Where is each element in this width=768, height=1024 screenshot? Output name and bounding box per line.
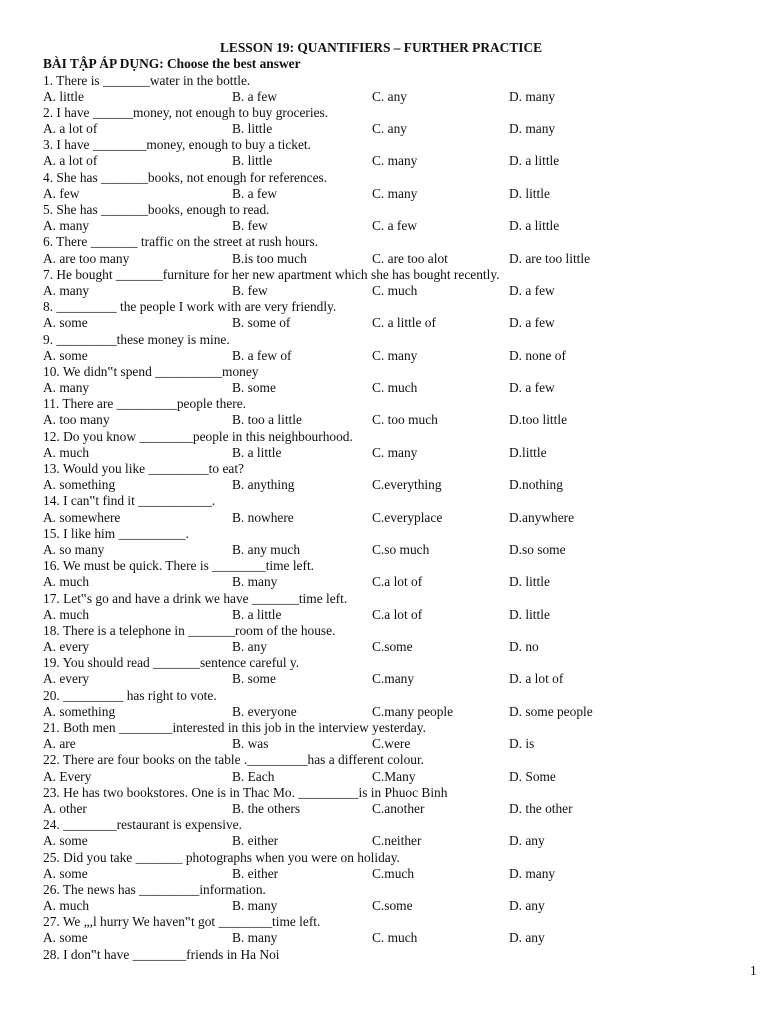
answer-options (43, 510, 763, 526)
answer-options (43, 283, 763, 299)
option-a: A. every (43, 639, 90, 655)
question-stem: 4. She has _______books, not enough for references. (43, 169, 328, 185)
option-c: C. are too alot (372, 250, 448, 266)
option-a: A. many (43, 218, 90, 234)
question-stem: 28. I don‟t have ________friends in Ha Noi (43, 946, 280, 962)
question-stem: 13. Would you like _________to eat? (43, 461, 244, 476)
answer-options (43, 607, 763, 623)
option-c: C.everything (372, 477, 442, 493)
option-d: D.so some (509, 541, 566, 557)
option-d: D. none of (509, 347, 566, 363)
question-item (43, 752, 763, 784)
answer-options (43, 542, 763, 558)
option-b: B. a little (232, 606, 282, 622)
answer-options (43, 477, 763, 493)
exercise-instruction: BÀI TẬP ÁP DỤNG: Choose the best answer (43, 56, 301, 71)
answer-options (43, 736, 763, 752)
answer-options (43, 380, 763, 396)
option-c: C.neither (372, 833, 422, 849)
option-b: B. was (232, 736, 269, 752)
option-a: A. too many (43, 412, 110, 428)
option-d: D. many (509, 88, 556, 104)
option-b: B. some of (232, 315, 291, 331)
option-b: B. a few (232, 88, 277, 104)
answer-options (43, 833, 763, 849)
option-a: A. some (43, 833, 88, 849)
question-item (43, 73, 763, 105)
option-a: A. some (43, 930, 88, 946)
question-stem: 8. _________ the people I work with are very friendly. (43, 299, 337, 315)
page-title: LESSON 19: QUANTIFIERS – FURTHER PRACTICE (220, 40, 543, 55)
option-a: A. many (43, 380, 90, 396)
question-item (43, 396, 763, 428)
question-stem: 6. There _______ traffic on the street at rush hours. (43, 234, 319, 250)
option-b: B. few (232, 282, 268, 298)
answer-options (43, 186, 763, 202)
question-item (43, 299, 763, 331)
question-stem: 25. Did you take _______ photographs when you were on holiday. (43, 849, 400, 865)
option-c: C.many people (372, 703, 454, 719)
answer-options (43, 898, 763, 914)
question-item (43, 137, 763, 169)
question-stem: 5. She has _______books, enough to read. (43, 202, 270, 217)
option-d: D. some people (509, 703, 593, 719)
option-a: A. somewhere (43, 509, 121, 525)
option-b: B. Each (232, 768, 275, 784)
option-c: C.so much (372, 541, 430, 557)
option-d: D. a lot of (509, 671, 564, 687)
answer-options (43, 930, 763, 946)
option-d: D. are too little (509, 250, 591, 266)
option-c: C. any (372, 121, 407, 137)
option-c: C. a little of (372, 315, 436, 331)
answer-options (43, 801, 763, 817)
option-b: B. either (232, 833, 279, 849)
question-item (43, 882, 763, 914)
option-b: B. few (232, 218, 268, 234)
answer-options (43, 89, 763, 105)
option-a: A. little (43, 88, 84, 104)
option-a: A. something (43, 703, 116, 719)
question-stem: 14. I can‟t find it ___________. (43, 493, 216, 509)
option-d: D. Some (509, 768, 556, 784)
option-b: B. many (232, 930, 278, 946)
option-b: B. some (232, 671, 276, 687)
question-stem: 27. We „,l hurry We haven‟t got ________time left. (43, 914, 321, 930)
option-a: A. are too many (43, 250, 130, 266)
option-d: D. a few (509, 315, 555, 331)
question-item (43, 655, 763, 687)
option-b: B. many (232, 898, 278, 914)
question-stem: 21. Both men ________interested in this job in the interview yesterday. (43, 720, 426, 735)
option-c: C.another (372, 800, 425, 816)
question-item (43, 947, 763, 963)
question-stem: 7. He bought _______furniture for her new apartment which she has bought recently. (43, 266, 500, 282)
question-item (43, 105, 763, 137)
option-b: B. any (232, 639, 267, 655)
question-stem: 16. We must be quick. There is ________time left. (43, 558, 315, 574)
question-stem: 22. There are four books on the table ._________has a different colour. (43, 752, 425, 768)
option-a: A. every (43, 671, 90, 687)
option-d: D. a little (509, 218, 560, 234)
option-b: B. everyone (232, 703, 297, 719)
question-item (43, 785, 763, 817)
option-a: A. much (43, 606, 90, 622)
option-c: C. many (372, 444, 418, 460)
question-item (43, 202, 763, 234)
option-d: D. no (509, 639, 539, 655)
option-b: B. little (232, 121, 273, 137)
option-c: C. many (372, 185, 418, 201)
option-d: D. any (509, 833, 545, 849)
option-c: C.a lot of (372, 606, 423, 622)
question-list (43, 73, 763, 963)
option-a: A. other (43, 800, 87, 816)
answer-options (43, 445, 763, 461)
option-d: D. little (509, 606, 550, 622)
question-stem: 24. ________restaurant is expensive. (43, 817, 242, 833)
option-a: A. so many (43, 541, 105, 557)
option-b: B. a little (232, 444, 282, 460)
question-item (43, 332, 763, 364)
option-b: B.is too much (232, 250, 307, 266)
option-d: D. any (509, 930, 545, 946)
question-stem: 11. There are _________people there. (43, 396, 247, 412)
page-number: 1 (750, 963, 757, 978)
option-b: B. many (232, 574, 278, 590)
question-item (43, 720, 763, 752)
question-stem: 12. Do you know ________people in this neighbourhood. (43, 428, 353, 444)
answer-options (43, 412, 763, 428)
question-item (43, 364, 763, 396)
answer-options (43, 153, 763, 169)
option-c: C.much (372, 865, 415, 881)
option-b: B. the others (232, 800, 301, 816)
question-stem: 17. Let‟s go and have a drink we have _______time left. (43, 590, 348, 606)
option-a: A. a lot of (43, 153, 98, 169)
option-a: A. many (43, 282, 90, 298)
option-c: C. any (372, 88, 407, 104)
answer-options (43, 704, 763, 720)
option-c: C.many (372, 671, 415, 687)
question-item (43, 623, 763, 655)
option-d: D. a few (509, 380, 555, 396)
option-d: D. many (509, 865, 556, 881)
question-item (43, 429, 763, 461)
option-a: A. something (43, 477, 116, 493)
question-item (43, 558, 763, 590)
option-a: A. are (43, 736, 76, 752)
question-stem: 20. _________ has right to vote. (43, 687, 217, 703)
question-stem: 2. I have ______money, not enough to buy groceries. (43, 104, 329, 120)
question-stem: 15. I like him __________. (43, 525, 189, 541)
option-b: B. too a little (232, 412, 302, 428)
option-d: D. many (509, 121, 556, 137)
option-c: C. much (372, 930, 418, 946)
option-d: D. a little (509, 153, 560, 169)
question-item (43, 688, 763, 720)
question-stem: 19. You should read _______sentence careful y. (43, 655, 300, 671)
answer-options (43, 251, 763, 267)
option-a: A. few (43, 185, 80, 201)
option-a: A. much (43, 444, 90, 460)
option-d: D. is (509, 736, 535, 752)
option-b: B. any much (232, 541, 301, 557)
option-d: D.anywhere (509, 509, 575, 525)
option-d: D. the other (509, 800, 573, 816)
option-b: B. a few of (232, 347, 292, 363)
option-d: D.nothing (509, 477, 563, 493)
question-item (43, 914, 763, 946)
option-c: C. many (372, 153, 418, 169)
option-a: A. a lot of (43, 121, 98, 137)
answer-options (43, 315, 763, 331)
option-d: D.little (509, 444, 547, 460)
option-a: A. some (43, 315, 88, 331)
option-b: B. little (232, 153, 273, 169)
option-b: B. nowhere (232, 509, 294, 525)
option-b: B. a few (232, 185, 277, 201)
answer-options (43, 348, 763, 364)
answer-options (43, 769, 763, 785)
question-stem: 1. There is _______water in the bottle. (43, 72, 251, 88)
question-stem: 9. _________these money is mine. (43, 331, 230, 347)
option-a: A. some (43, 865, 88, 881)
question-item (43, 493, 763, 525)
option-c: C.some (372, 898, 413, 914)
answer-options (43, 574, 763, 590)
question-stem: 18. There is a telephone in _______room of the house. (43, 622, 336, 638)
answer-options (43, 671, 763, 687)
option-c: C.Many (372, 768, 416, 784)
option-c: C. too much (372, 412, 438, 428)
option-c: C. much (372, 282, 418, 298)
option-b: B. some (232, 380, 276, 396)
question-item (43, 526, 763, 558)
option-c: C. much (372, 380, 418, 396)
answer-options (43, 866, 763, 882)
answer-options (43, 121, 763, 137)
option-c: C. many (372, 347, 418, 363)
answer-options (43, 639, 763, 655)
option-c: C.were (372, 736, 411, 752)
question-stem: 3. I have ________money, enough to buy a ticket. (43, 137, 312, 153)
option-d: D.too little (509, 412, 568, 428)
question-item (43, 267, 763, 299)
option-c: C.everyplace (372, 509, 443, 525)
question-item (43, 850, 763, 882)
question-stem: 26. The news has _________information. (43, 881, 266, 897)
option-a: A. much (43, 574, 90, 590)
question-item (43, 170, 763, 202)
option-a: A. much (43, 898, 90, 914)
option-d: D. little (509, 574, 550, 590)
option-d: D. any (509, 898, 545, 914)
option-c: C.a lot of (372, 574, 423, 590)
question-stem: 23. He has two bookstores. One is in Thac Mo. _________is in Phuoc Binh (43, 784, 448, 800)
question-item (43, 461, 763, 493)
option-c: C.some (372, 639, 413, 655)
option-c: C. a few (372, 218, 417, 234)
option-d: D. little (509, 185, 550, 201)
answer-options (43, 218, 763, 234)
option-a: A. some (43, 347, 88, 363)
question-item (43, 817, 763, 849)
option-b: B. anything (232, 477, 295, 493)
option-a: A. Every (43, 768, 92, 784)
option-b: B. either (232, 865, 279, 881)
question-stem: 10. We didn‟t spend __________money (43, 363, 259, 379)
question-item (43, 234, 763, 266)
option-d: D. a few (509, 282, 555, 298)
question-item (43, 591, 763, 623)
